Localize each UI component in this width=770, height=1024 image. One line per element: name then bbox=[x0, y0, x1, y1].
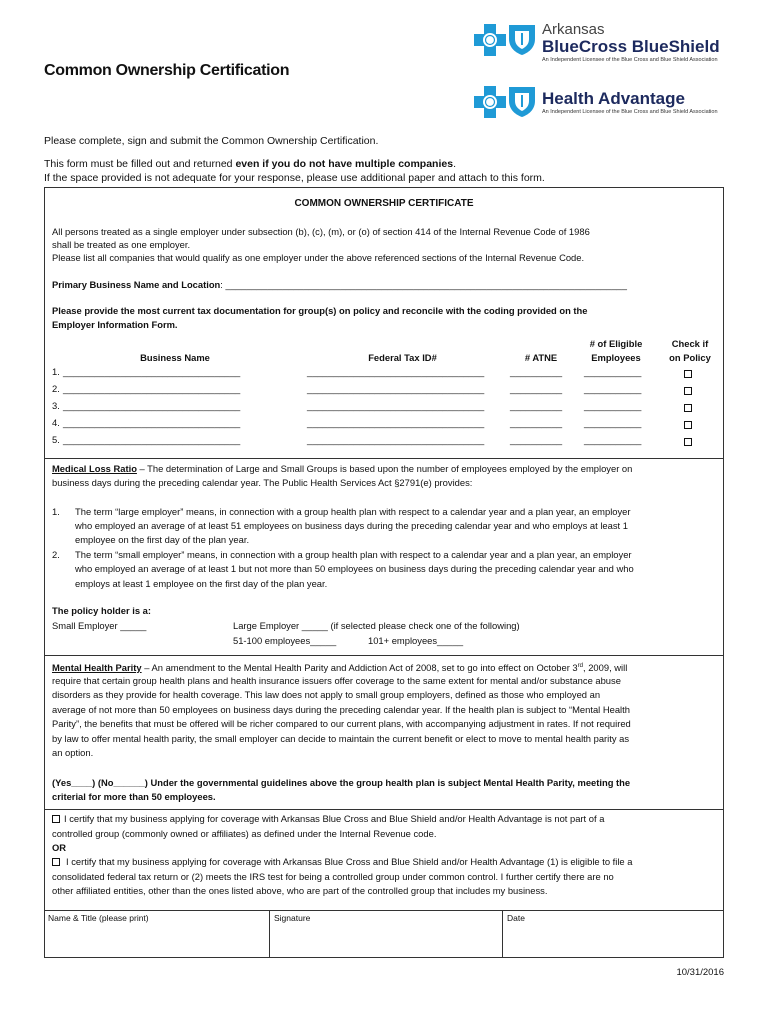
eligible-employees-field[interactable]: ___________ bbox=[584, 434, 642, 445]
mhp-text: disorders as they provide for health coverage. This law does not apply to small group employers, defined as those who employed an bbox=[52, 689, 601, 700]
mhp-superscript: rd bbox=[577, 663, 583, 669]
atne-field[interactable]: __________ bbox=[510, 400, 563, 411]
intro-period: . bbox=[453, 158, 456, 170]
intro-requirement bbox=[44, 157, 456, 171]
certify-controlled-group: consolidated federal tax return or (2) meets the IRS test for being a controlled group under common control. I further certify there are no bbox=[52, 871, 614, 882]
on-policy-checkbox[interactable] bbox=[684, 404, 692, 412]
page-title: Common Ownership Certification bbox=[44, 62, 290, 79]
mhp-text: Parity”, the benefits that must be offered will be richer compared to our current plans, with accompanying adjustment in rates. If not required bbox=[52, 718, 631, 729]
mlr-text: business days during the preceding calendar year. The Public Health Services Act §2791(e) provides: bbox=[52, 477, 473, 488]
column-check-on-policy: on Policy bbox=[669, 352, 711, 363]
date-field[interactable] bbox=[503, 910, 724, 958]
certificate-paragraph: Please list all companies that would qualify as one employer under the above referenced sections of the Internal Revenue Code. bbox=[52, 252, 585, 263]
tax-id-field[interactable]: __________________________________ bbox=[307, 417, 485, 428]
section-divider bbox=[44, 458, 724, 459]
certify-not-controlled-group: I certify that my business applying for coverage with Arkansas Blue Cross and Blue Shield and/or Health Advantage is not part of a bbox=[64, 813, 605, 824]
certify-controlled-group: I certify that my business applying for coverage with Arkansas Blue Cross and Blue Shield and/or Health Advantage (1) is eligible to file a bbox=[66, 856, 633, 867]
logo-arkansas-text: Arkansas bbox=[542, 21, 605, 38]
employees-51-100-option[interactable]: 51-100 employees_____ bbox=[233, 635, 337, 646]
column-eligible-employees: Employees bbox=[591, 352, 641, 363]
mhp-text: require that certain group health plans and health insurance issuers offer coverage to the same extent for mental and/or substance abuse bbox=[52, 675, 621, 686]
intro-additional-paper: If the space provided is not adequate for your response, please use additional paper and attach to this form. bbox=[44, 172, 545, 184]
on-policy-checkbox[interactable] bbox=[684, 387, 692, 395]
ha-cross-shield-icon bbox=[474, 84, 538, 123]
business-name-field[interactable]: __________________________________ bbox=[63, 366, 241, 377]
mhp-yes-no-question: criterial for more than 50 employees. bbox=[52, 791, 216, 802]
eligible-employees-field[interactable]: ___________ bbox=[584, 383, 642, 394]
tax-id-field[interactable]: __________________________________ bbox=[307, 383, 485, 394]
large-employer-definition: The term “large employer” means, in connection with a group health plan with respect to a calendar year and a plan year, an employer bbox=[75, 506, 631, 517]
column-eligible-employees: # of Eligible bbox=[589, 338, 643, 349]
certify-not-controlled-group: controlled group (commonly owned or affiliates) as defined under the Internal Revenue code. bbox=[52, 828, 437, 839]
logo-tagline: An Independent Licensee of the Blue Cross and Blue Shield Association bbox=[542, 57, 718, 63]
employees-101-plus-option[interactable]: 101+ employees_____ bbox=[368, 635, 464, 646]
mhp-text: – An amendment to the Mental Health Parity and Addiction Act of 2008, set to go into effect on October 3 bbox=[141, 662, 578, 674]
form-revision-date: 10/31/2016 bbox=[676, 967, 724, 978]
on-policy-checkbox[interactable] bbox=[684, 438, 692, 446]
atne-field[interactable]: __________ bbox=[510, 383, 563, 394]
mhp-text: by law to offer mental health parity, the small employer can decide to maintain the current benefit or elect to move to mental health parity as bbox=[52, 733, 630, 744]
policy-holder-label: The policy holder is a: bbox=[52, 605, 151, 616]
mlr-label: Medical Loss Ratio bbox=[52, 463, 137, 474]
row-number: 4. bbox=[52, 417, 60, 428]
row-number: 2. bbox=[52, 383, 60, 394]
mhp-text: average of not more than 50 employees on business days during the preceding calendar year. If the health plan is subject to “Mental Health bbox=[52, 704, 630, 715]
list-number: 2. bbox=[52, 549, 60, 560]
or-separator: OR bbox=[52, 842, 67, 853]
business-name-field[interactable]: __________________________________ bbox=[63, 400, 241, 411]
row-number: 1. bbox=[52, 366, 60, 377]
atne-field[interactable]: __________ bbox=[510, 417, 563, 428]
list-number: 1. bbox=[52, 506, 60, 517]
arkansas-bcbs-logo bbox=[474, 21, 720, 63]
health-advantage-logo bbox=[474, 84, 718, 123]
eligible-employees-field[interactable]: ___________ bbox=[584, 400, 642, 411]
certificate-paragraph: All persons treated as a single employer under subsection (b), (c), (m), or (o) of section 414 of the Internal Revenue Code of 1986 bbox=[52, 226, 590, 237]
not-controlled-group-checkbox[interactable] bbox=[52, 815, 60, 823]
name-title-label: Name & Title (please print) bbox=[48, 913, 149, 923]
small-employer-definition: who employed an average of at least 1 but not more than 50 employees on business days during the preceding calendar year and who bbox=[75, 563, 634, 574]
controlled-group-checkbox[interactable] bbox=[52, 858, 60, 866]
tax-documentation-note: Employer Information Form. bbox=[52, 319, 178, 330]
small-employer-definition: employs at least 1 employee on the first day of the plan year. bbox=[75, 578, 328, 589]
logo-bcbs-text: BlueCross BlueShield bbox=[542, 37, 720, 56]
eligible-employees-field[interactable]: ___________ bbox=[584, 417, 642, 428]
column-check-on-policy: Check if bbox=[671, 338, 709, 349]
large-employer-option[interactable]: Large Employer _____ (if selected please check one of the following) bbox=[233, 620, 520, 631]
large-employer-definition: who employed an average of at least 51 employees on business days during the preceding calendar year and who employs at least 1 bbox=[75, 520, 628, 531]
atne-field[interactable]: __________ bbox=[510, 366, 563, 377]
section-divider bbox=[44, 655, 724, 656]
tax-id-field[interactable]: __________________________________ bbox=[307, 366, 485, 377]
mhp-text: , 2009, will bbox=[583, 662, 628, 674]
business-name-field[interactable]: __________________________________ bbox=[63, 383, 241, 394]
certificate-paragraph: shall be treated as one employer. bbox=[52, 239, 191, 250]
small-employer-definition: The term “small employer” means, in connection with a group health plan with respect to a calendar year and a plan year, an employer bbox=[75, 549, 632, 560]
bcbs-cross-shield-icon bbox=[474, 22, 538, 61]
mhp-label: Mental Health Parity bbox=[52, 662, 142, 674]
logo-tagline: An Independent Licensee of the Blue Cross and Blue Shield Association bbox=[542, 109, 718, 115]
certify-controlled-group: other affiliated entities, other than the ones listed above, who are part of the controlled group that includes my business. bbox=[52, 885, 548, 896]
mlr-intro bbox=[52, 462, 632, 477]
intro-requirement-text: This form must be filled out and returned bbox=[44, 158, 236, 170]
column-business-name: Business Name bbox=[140, 352, 210, 363]
mhp-text: an option. bbox=[52, 747, 94, 758]
certificate-heading: COMMON OWNERSHIP CERTIFICATE bbox=[294, 198, 474, 209]
primary-business-field[interactable] bbox=[52, 278, 627, 293]
tax-id-field[interactable]: __________________________________ bbox=[307, 400, 485, 411]
on-policy-checkbox[interactable] bbox=[684, 370, 692, 378]
row-number: 3. bbox=[52, 400, 60, 411]
signature-field[interactable] bbox=[270, 910, 503, 958]
business-name-field[interactable]: __________________________________ bbox=[63, 434, 241, 445]
intro-instructions: Please complete, sign and submit the Common Ownership Certification. bbox=[44, 135, 379, 147]
date-label: Date bbox=[507, 913, 525, 923]
section-divider bbox=[44, 809, 724, 810]
atne-field[interactable]: __________ bbox=[510, 434, 563, 445]
name-title-field[interactable] bbox=[44, 910, 270, 958]
signature-label: Signature bbox=[274, 913, 311, 923]
logo-health-advantage-text: Health Advantage bbox=[542, 89, 685, 108]
column-federal-tax-id: Federal Tax ID# bbox=[368, 352, 437, 363]
tax-documentation-note: Please provide the most current tax documentation for group(s) on policy and reconcile with the coding provided on the bbox=[52, 305, 588, 316]
small-employer-option[interactable]: Small Employer _____ bbox=[52, 620, 147, 631]
row-number: 5. bbox=[52, 434, 60, 445]
tax-id-field[interactable]: __________________________________ bbox=[307, 434, 485, 445]
mlr-text: – The determination of Large and Small Groups is based upon the number of employees employed by the employer on bbox=[136, 463, 633, 474]
intro-requirement-emphasis: even if you do not have multiple companies bbox=[235, 158, 454, 170]
business-name-field[interactable]: __________________________________ bbox=[63, 417, 241, 428]
large-employer-definition: employee on the first day of the plan year. bbox=[75, 534, 250, 545]
mhp-yes-no-question[interactable]: (Yes____) (No______) Under the governmental guidelines above the group health plan is subject Mental Health Parity, meeting the bbox=[52, 777, 631, 788]
primary-business-label: Primary Business Name and Location bbox=[52, 279, 221, 290]
primary-business-line[interactable]: : _____________________________________________________________________________ bbox=[220, 279, 627, 290]
on-policy-checkbox[interactable] bbox=[684, 421, 692, 429]
eligible-employees-field[interactable]: ___________ bbox=[584, 366, 642, 377]
column-atne: # ATNE bbox=[524, 352, 558, 363]
